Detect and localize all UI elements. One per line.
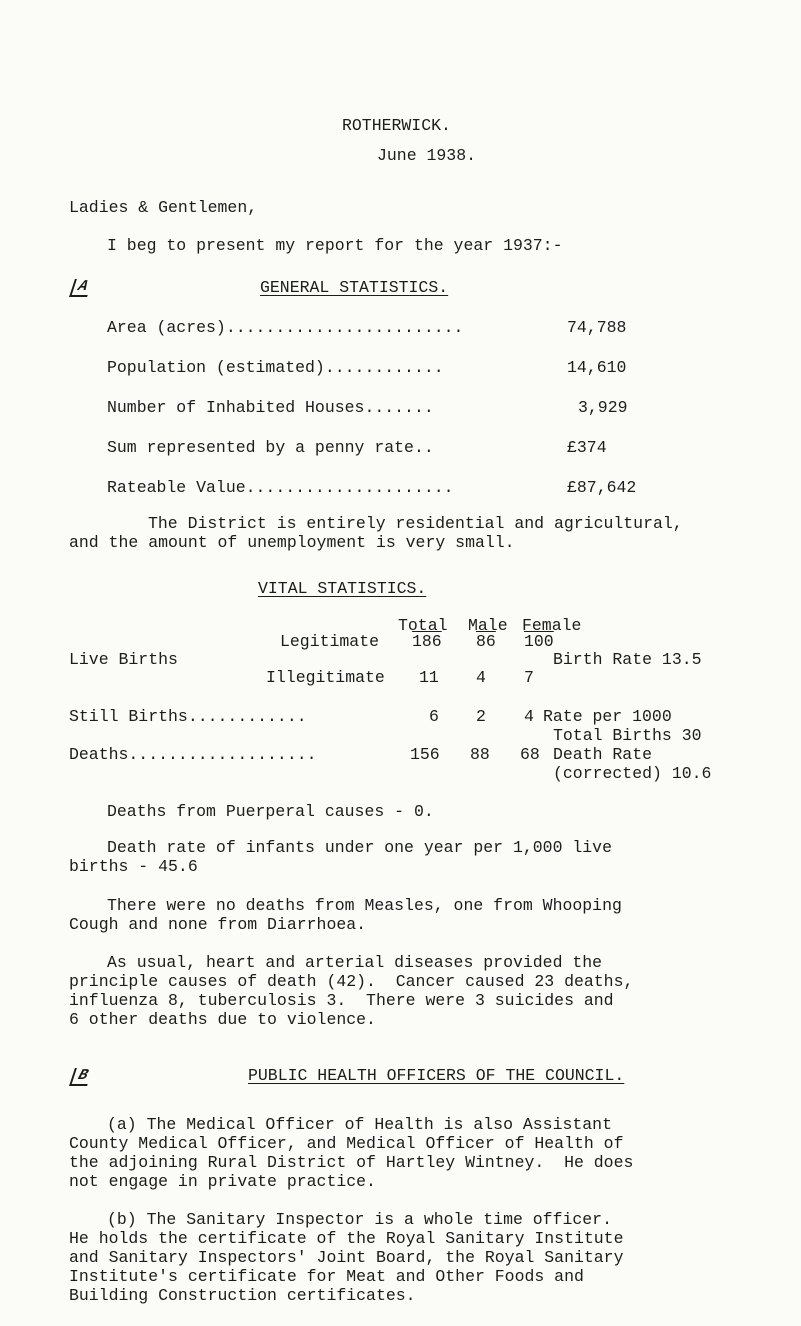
col-header-female: Female (522, 616, 582, 635)
legitimate-female: 100 (524, 632, 554, 651)
section-b-marker: B (69, 1068, 93, 1086)
district-note-line-2: and the amount of unemployment is very small. (69, 533, 515, 552)
legitimate-total: 186 (412, 632, 442, 651)
causes-line-3: influenza 8, tuberculosis 3. There were 3 suicides and (69, 991, 614, 1010)
intro-text: I beg to present my report for the year 1937:- (107, 236, 563, 255)
stat-label-population: Population (estimated)............ (107, 358, 444, 377)
row-label-still-births: Still Births............ (69, 707, 307, 726)
col-header-total: Total (398, 616, 448, 635)
public-health-officers-title: PUBLIC HEALTH OFFICERS OF THE COUNCIL. (248, 1066, 625, 1085)
officer-b-line-4: Institute's certificate for Meat and Other Foods and (69, 1267, 584, 1286)
report-place: ROTHERWICK. (342, 116, 451, 135)
stat-value-penny-rate: £374 (567, 438, 607, 457)
measles-line-2: Cough and none from Diarrhoea. (69, 915, 367, 934)
report-date: June 1938. (377, 146, 477, 165)
still-births-total: 6 (429, 707, 439, 726)
stat-value-area: 74,788 (567, 318, 627, 337)
stat-value-houses: 3,929 (578, 398, 628, 417)
illegitimate-male: 4 (476, 668, 486, 687)
stat-label-rateable-value: Rateable Value..................... (107, 478, 454, 497)
section-a-marker: A (69, 279, 93, 297)
col-header-male: Male (468, 616, 508, 635)
officer-b-line-2: He holds the certificate of the Royal Sanitary Institute (69, 1229, 624, 1248)
illegitimate-total: 11 (419, 668, 439, 687)
illegitimate-female: 7 (524, 668, 534, 687)
salutation: Ladies & Gentlemen, (69, 198, 258, 217)
still-births-male: 2 (476, 707, 486, 726)
legitimate-male: 86 (476, 632, 496, 651)
stat-value-rateable-value: £87,642 (567, 478, 637, 497)
officer-b-line-1: (b) The Sanitary Inspector is a whole time officer. (107, 1210, 612, 1229)
causes-line-4: 6 other deaths due to violence. (69, 1010, 376, 1029)
infant-death-rate-line-2: births - 45.6 (69, 857, 198, 876)
still-birth-rate-line-2: Total Births 30 (553, 726, 702, 745)
deaths-total: 156 (410, 745, 440, 764)
officer-b-line-5: Building Construction certificates. (69, 1286, 416, 1305)
officer-a-line-3: the adjoining Rural District of Hartley Wintney. He does (69, 1153, 634, 1172)
district-note-line-1: The District is entirely residential and agricultural, (148, 514, 683, 533)
death-rate-line-1: Death Rate (553, 745, 653, 764)
causes-line-1: As usual, heart and arterial diseases provided the (107, 953, 603, 972)
causes-line-2: principle causes of death (42). Cancer caused 23 deaths, (69, 972, 634, 991)
deaths-male: 88 (470, 745, 490, 764)
officer-a-line-2: County Medical Officer, and Medical Officer of Health of (69, 1134, 624, 1153)
death-rate-line-2: (corrected) 10.6 (553, 764, 712, 783)
row-label-live-births: Live Births (69, 650, 178, 669)
infant-death-rate-line-1: Death rate of infants under one year per 1,000 live (107, 838, 612, 857)
stat-label-penny-rate: Sum represented by a penny rate.. (107, 438, 434, 457)
birth-rate: Birth Rate 13.5 (553, 650, 702, 669)
still-births-female: 4 (524, 707, 534, 726)
deaths-female: 68 (520, 745, 540, 764)
row-label-legitimate: Legitimate (280, 632, 380, 651)
stat-label-area: Area (acres)........................ (107, 318, 464, 337)
officer-a-line-1: (a) The Medical Officer of Health is also Assistant (107, 1115, 612, 1134)
row-label-illegitimate: Illegitimate (266, 668, 385, 687)
measles-line-1: There were no deaths from Measles, one from Whooping (107, 896, 622, 915)
stat-label-houses: Number of Inhabited Houses....... (107, 398, 434, 417)
officer-b-line-3: and Sanitary Inspectors' Joint Board, the Royal Sanitary (69, 1248, 624, 1267)
stat-value-population: 14,610 (567, 358, 627, 377)
general-statistics-title: GENERAL STATISTICS. (260, 278, 449, 297)
still-birth-rate-line-1: Rate per 1000 (543, 707, 672, 726)
officer-a-line-4: not engage in private practice. (69, 1172, 376, 1191)
puerperal-deaths: Deaths from Puerperal causes - 0. (107, 802, 434, 821)
vital-statistics-title: VITAL STATISTICS. (258, 579, 427, 598)
row-label-deaths: Deaths................... (69, 745, 317, 764)
